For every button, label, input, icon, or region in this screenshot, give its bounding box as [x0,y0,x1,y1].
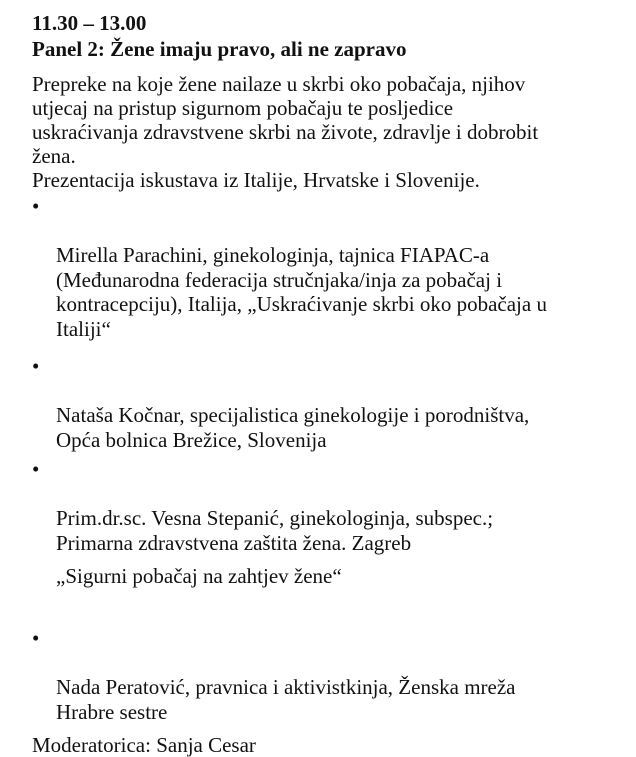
speaker-item [32,626,632,724]
speaker-list [32,194,632,724]
bullet-icon: • [32,194,40,218]
speaker-text: Nataša Kočnar, specijalistica ginekologije i porodništva, Opća bolnica Brežice, Slovenija [56,403,530,452]
bullet-icon: • [32,457,40,481]
panel-description: Prepreke na koje žene nailaze u skrbi oko pobačaja, njihov utjecaj na pristup sigurnom pobačaju te posljedice uskraćivanja zdravstvene skrbi na živote, zdravlje i dobrobit žena. [32,72,539,168]
bullet-icon: • [32,626,40,650]
speaker-text: Mirella Parachini, ginekologinja, tajnica FIAPAC-a (Međunarodna federacija stručnjaka/inja za pobačaj i kontracepciju), Italija, „Uskraćivanje skrbi oko pobačaja u Italiji“ [56,243,547,341]
panel-title: Panel 2: Žene imaju pravo, ali ne zapravo [32,37,407,61]
speaker-item [32,194,632,341]
speaker-text: Nada Peratović, pravnica i aktivistkinja, Ženska mreža Hrabre sestre [56,675,516,724]
speaker-item [32,457,632,613]
talk-title: „Sigurni pobačaj na zahtjev žene“ [56,564,342,588]
bullet-icon: • [32,354,40,378]
speaker-text: Prim.dr.sc. Vesna Stepanić, ginekologinja, subspec.; Primarna zdravstvena zaštita žena. Zagreb [56,506,494,555]
program-document [32,10,632,757]
presentation-note: Prezentacija iskustava iz Italije, Hrvatske i Slovenije. [32,168,480,192]
moderator-line: Moderatorica: Sanja Cesar [32,733,256,757]
session-time: 11.30 – 13.00 [32,11,147,35]
speaker-item [32,354,632,452]
